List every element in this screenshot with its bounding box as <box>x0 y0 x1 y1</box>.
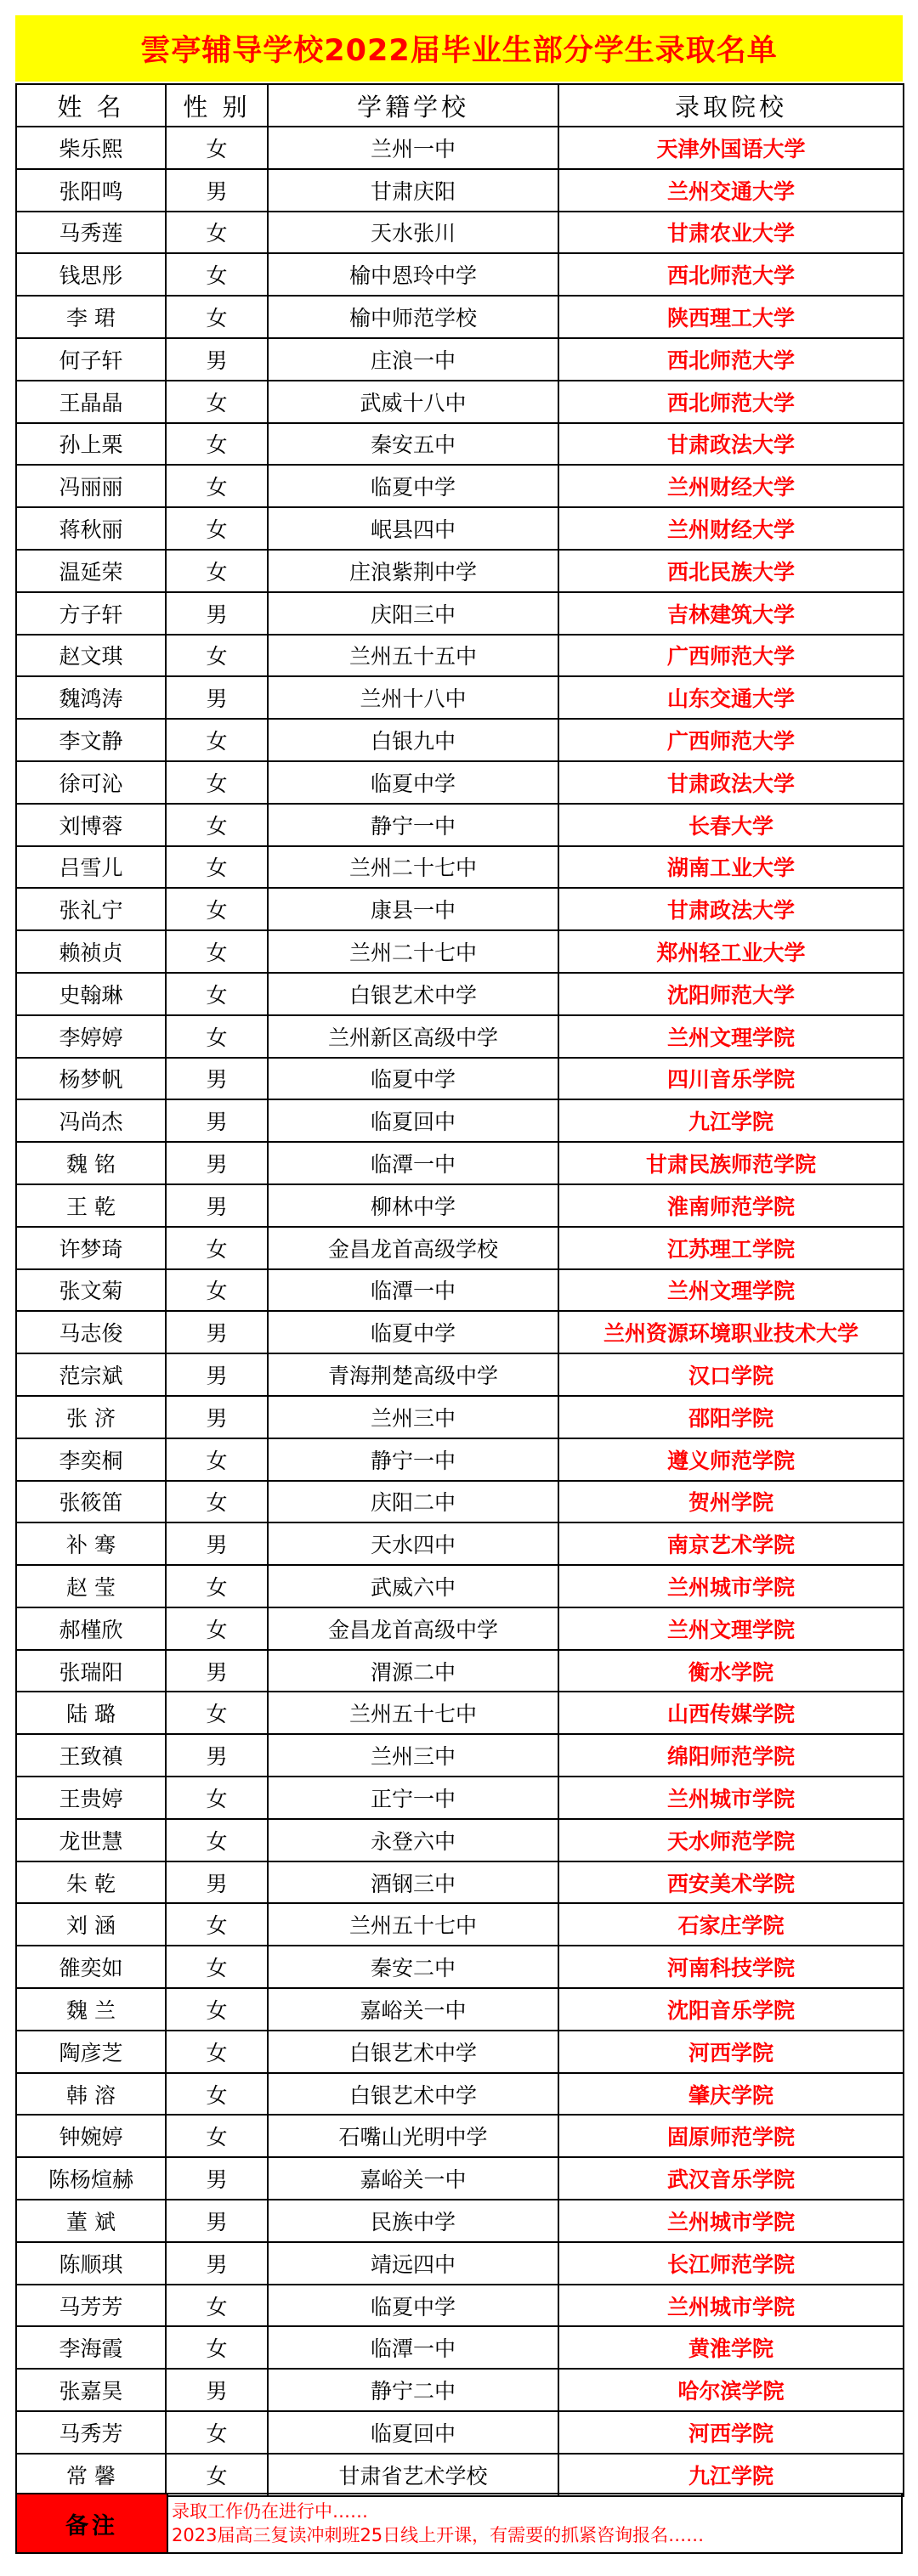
student-name: 史翰琳 <box>16 973 166 1015</box>
table-row <box>16 1058 904 1100</box>
table-row <box>16 804 904 846</box>
student-name: 冯尚杰 <box>16 1099 166 1142</box>
gender: 女 <box>166 888 268 930</box>
admitted-college: 九江学院 <box>558 2454 904 2496</box>
student-name: 朱 乾 <box>16 1861 166 1904</box>
table-row <box>16 1396 904 1438</box>
school: 临夏回中 <box>268 2411 558 2454</box>
school: 兰州五十七中 <box>268 1692 558 1734</box>
table-row <box>16 381 904 423</box>
school: 临夏中学 <box>268 1311 558 1353</box>
student-name: 陈杨煊赫 <box>16 2157 166 2200</box>
student-name: 徐可沁 <box>16 761 166 804</box>
admitted-college: 甘肃政法大学 <box>558 423 904 466</box>
admitted-college: 兰州城市学院 <box>558 1777 904 1819</box>
student-name: 钟婉婷 <box>16 2115 166 2157</box>
school: 榆中恩玲中学 <box>268 253 558 296</box>
student-name: 赖祯贞 <box>16 930 166 973</box>
admitted-college: 长春大学 <box>558 804 904 846</box>
gender: 女 <box>166 2073 268 2116</box>
admitted-college: 兰州资源环境职业技术大学 <box>558 1311 904 1353</box>
student-name: 李文静 <box>16 719 166 761</box>
table-row <box>16 761 904 804</box>
admitted-college: 甘肃政法大学 <box>558 761 904 804</box>
admitted-college: 兰州城市学院 <box>558 1565 904 1607</box>
gender: 男 <box>166 338 268 381</box>
gender: 女 <box>166 2454 268 2496</box>
school: 甘肃庆阳 <box>268 169 558 212</box>
table-row <box>16 592 904 635</box>
gender: 男 <box>166 1861 268 1904</box>
gender: 女 <box>166 296 268 338</box>
admitted-college: 山西传媒学院 <box>558 1692 904 1734</box>
school: 嘉峪关一中 <box>268 2157 558 2200</box>
gender: 女 <box>166 719 268 761</box>
gender: 女 <box>166 212 268 254</box>
table-row <box>16 930 904 973</box>
school: 兰州五十七中 <box>268 1903 558 1946</box>
student-name: 张文菊 <box>16 1269 166 1312</box>
school: 康县一中 <box>268 888 558 930</box>
table-row <box>16 635 904 677</box>
table-row <box>16 296 904 338</box>
header-school: 学籍学校 <box>268 84 558 127</box>
student-name: 马芳芳 <box>16 2285 166 2327</box>
table-row <box>16 1734 904 1777</box>
admitted-college: 石家庄学院 <box>558 1903 904 1946</box>
school: 渭源二中 <box>268 1650 558 1692</box>
table-row <box>16 2369 904 2411</box>
table-row <box>16 2157 904 2200</box>
school: 庆阳三中 <box>268 592 558 635</box>
table-row <box>16 1819 904 1861</box>
table-row <box>16 973 904 1015</box>
school: 嘉峪关一中 <box>268 1988 558 2031</box>
student-name: 马志俊 <box>16 1311 166 1353</box>
table-row <box>16 1015 904 1058</box>
admitted-college: 兰州财经大学 <box>558 507 904 550</box>
table-row <box>16 338 904 381</box>
student-name: 赵 莹 <box>16 1565 166 1607</box>
gender: 女 <box>166 127 268 169</box>
gender: 女 <box>166 253 268 296</box>
admitted-college: 天水师范学院 <box>558 1819 904 1861</box>
table-row <box>16 2242 904 2285</box>
school: 静宁一中 <box>268 1438 558 1481</box>
gender: 男 <box>166 1311 268 1353</box>
admitted-college: 长江师范学院 <box>558 2242 904 2285</box>
student-name: 李奕桐 <box>16 1438 166 1481</box>
table-row <box>16 1650 904 1692</box>
school: 金昌龙首高级中学 <box>268 1607 558 1650</box>
gender: 男 <box>166 1734 268 1777</box>
student-name: 吕雪儿 <box>16 846 166 889</box>
note-line-1: 录取工作仍在进行中…… <box>172 2501 368 2522</box>
gender: 女 <box>166 1819 268 1861</box>
school: 临潭一中 <box>268 1269 558 1312</box>
school: 秦安二中 <box>268 1946 558 1988</box>
school: 榆中师范学校 <box>268 296 558 338</box>
gender: 女 <box>166 2031 268 2073</box>
school: 天水四中 <box>268 1522 558 1565</box>
school: 金昌龙首高级学校 <box>268 1227 558 1269</box>
table-row <box>16 1438 904 1481</box>
school: 靖远四中 <box>268 2242 558 2285</box>
gender: 女 <box>166 2115 268 2157</box>
table-row <box>16 2326 904 2369</box>
admitted-college: 沈阳音乐学院 <box>558 1988 904 2031</box>
admitted-college: 邵阳学院 <box>558 1396 904 1438</box>
school: 武威十八中 <box>268 381 558 423</box>
school: 正宁一中 <box>268 1777 558 1819</box>
admitted-college: 沈阳师范大学 <box>558 973 904 1015</box>
student-name: 魏 铭 <box>16 1142 166 1184</box>
table-row <box>16 2285 904 2327</box>
admitted-college: 哈尔滨学院 <box>558 2369 904 2411</box>
table-row <box>16 2411 904 2454</box>
student-name: 李海霞 <box>16 2326 166 2369</box>
gender: 男 <box>166 1058 268 1100</box>
student-name: 王致禛 <box>16 1734 166 1777</box>
admitted-college: 兰州城市学院 <box>558 2200 904 2242</box>
gender: 女 <box>166 1481 268 1523</box>
student-name: 张阳鸣 <box>16 169 166 212</box>
admitted-college: 广西师范大学 <box>558 719 904 761</box>
school: 兰州新区高级中学 <box>268 1015 558 1058</box>
school: 柳林中学 <box>268 1184 558 1227</box>
school: 临夏中学 <box>268 761 558 804</box>
student-name: 王 乾 <box>16 1184 166 1227</box>
admitted-college: 西北民族大学 <box>558 550 904 592</box>
student-name: 刘博蓉 <box>16 804 166 846</box>
gender: 男 <box>166 1142 268 1184</box>
admitted-college: 广西师范大学 <box>558 635 904 677</box>
gender: 女 <box>166 550 268 592</box>
table-row <box>16 1565 904 1607</box>
table-row <box>16 1481 904 1523</box>
school: 岷县四中 <box>268 507 558 550</box>
student-name: 温延荣 <box>16 550 166 592</box>
admitted-college: 西北师范大学 <box>558 381 904 423</box>
table-row <box>16 1988 904 2031</box>
table-row <box>16 253 904 296</box>
gender: 男 <box>166 2157 268 2200</box>
header-name: 姓 名 <box>16 84 166 127</box>
admitted-college: 甘肃民族师范学院 <box>558 1142 904 1184</box>
gender: 女 <box>166 930 268 973</box>
student-name: 陶彦芝 <box>16 2031 166 2073</box>
admitted-college: 兰州文理学院 <box>558 1607 904 1650</box>
table-row <box>16 169 904 212</box>
table-row <box>16 1142 904 1184</box>
student-name: 常 馨 <box>16 2454 166 2496</box>
student-name: 李婷婷 <box>16 1015 166 1058</box>
admitted-college: 衡水学院 <box>558 1650 904 1692</box>
table-header-row <box>16 84 904 127</box>
student-name: 补 骞 <box>16 1522 166 1565</box>
gender: 女 <box>166 1946 268 1988</box>
student-name: 张礼宁 <box>16 888 166 930</box>
school: 庄浪一中 <box>268 338 558 381</box>
admitted-college: 西北师范大学 <box>558 338 904 381</box>
student-name: 钱思彤 <box>16 253 166 296</box>
gender: 女 <box>166 1903 268 1946</box>
student-name: 王晶晶 <box>16 381 166 423</box>
student-name: 刘 涵 <box>16 1903 166 1946</box>
admitted-college: 郑州轻工业大学 <box>558 930 904 973</box>
table-row <box>16 2200 904 2242</box>
table-row <box>16 507 904 550</box>
student-name: 孙上栗 <box>16 423 166 466</box>
school: 白银艺术中学 <box>268 2031 558 2073</box>
note-row <box>15 2493 903 2554</box>
gender: 男 <box>166 676 268 719</box>
student-name: 张 济 <box>16 1396 166 1438</box>
admitted-college: 九江学院 <box>558 1099 904 1142</box>
note-text <box>168 2494 901 2552</box>
admitted-college: 甘肃政法大学 <box>558 888 904 930</box>
school: 静宁一中 <box>268 804 558 846</box>
admitted-college: 吉林建筑大学 <box>558 592 904 635</box>
school: 临潭一中 <box>268 2326 558 2369</box>
gender: 男 <box>166 2242 268 2285</box>
admitted-college: 湖南工业大学 <box>558 846 904 889</box>
student-name: 马秀莲 <box>16 212 166 254</box>
admitted-college: 兰州文理学院 <box>558 1015 904 1058</box>
student-name: 王贵婷 <box>16 1777 166 1819</box>
admitted-college: 肇庆学院 <box>558 2073 904 2116</box>
table-row <box>16 423 904 466</box>
admitted-college: 汉口学院 <box>558 1353 904 1396</box>
table-row <box>16 2031 904 2073</box>
gender: 女 <box>166 465 268 507</box>
student-name: 杨梦帆 <box>16 1058 166 1100</box>
gender: 女 <box>166 1438 268 1481</box>
school: 天水张川 <box>268 212 558 254</box>
school: 临夏回中 <box>268 1099 558 1142</box>
gender: 女 <box>166 1777 268 1819</box>
header-admitted-college: 录取院校 <box>558 84 904 127</box>
gender: 女 <box>166 1565 268 1607</box>
table-row <box>16 127 904 169</box>
gender: 女 <box>166 635 268 677</box>
gender: 女 <box>166 1015 268 1058</box>
student-name: 张筱笛 <box>16 1481 166 1523</box>
table-row <box>16 1777 904 1819</box>
admitted-college: 兰州城市学院 <box>558 2285 904 2327</box>
admitted-college: 兰州财经大学 <box>558 465 904 507</box>
table-row <box>16 846 904 889</box>
table-row <box>16 212 904 254</box>
gender: 女 <box>166 1692 268 1734</box>
student-name: 方子轩 <box>16 592 166 635</box>
school: 临夏中学 <box>268 1058 558 1100</box>
school: 兰州一中 <box>268 127 558 169</box>
student-name: 何子轩 <box>16 338 166 381</box>
student-name: 陆 璐 <box>16 1692 166 1734</box>
student-name: 蒋秋丽 <box>16 507 166 550</box>
school: 临潭一中 <box>268 1142 558 1184</box>
student-name: 张嘉昊 <box>16 2369 166 2411</box>
table-row <box>16 1946 904 1988</box>
note-label: 备注 <box>17 2494 168 2552</box>
table-row <box>16 1269 904 1312</box>
admitted-college: 西安美术学院 <box>558 1861 904 1904</box>
student-name: 魏 兰 <box>16 1988 166 2031</box>
admitted-college: 贺州学院 <box>558 1481 904 1523</box>
school: 兰州十八中 <box>268 676 558 719</box>
admitted-college: 淮南师范学院 <box>558 1184 904 1227</box>
school: 静宁二中 <box>268 2369 558 2411</box>
header-gender: 性 别 <box>166 84 268 127</box>
gender: 男 <box>166 1396 268 1438</box>
student-name: 李 珺 <box>16 296 166 338</box>
school: 石嘴山光明中学 <box>268 2115 558 2157</box>
admitted-college: 绵阳师范学院 <box>558 1734 904 1777</box>
school: 临夏中学 <box>268 465 558 507</box>
school: 永登六中 <box>268 1819 558 1861</box>
student-name: 冯丽丽 <box>16 465 166 507</box>
table-row <box>16 1903 904 1946</box>
admitted-college: 兰州文理学院 <box>558 1269 904 1312</box>
school: 秦安五中 <box>268 423 558 466</box>
gender: 女 <box>166 381 268 423</box>
gender: 女 <box>166 2285 268 2327</box>
table-body <box>16 127 904 2496</box>
gender: 女 <box>166 761 268 804</box>
table-row <box>16 1861 904 1904</box>
student-name: 董 斌 <box>16 2200 166 2242</box>
admitted-college: 河南科技学院 <box>558 1946 904 1988</box>
school: 甘肃省艺术学校 <box>268 2454 558 2496</box>
school: 白银艺术中学 <box>268 973 558 1015</box>
school: 兰州二十七中 <box>268 930 558 973</box>
admitted-college: 西北师范大学 <box>558 253 904 296</box>
admitted-college: 河西学院 <box>558 2031 904 2073</box>
student-name: 许梦琦 <box>16 1227 166 1269</box>
gender: 女 <box>166 1607 268 1650</box>
gender: 女 <box>166 507 268 550</box>
gender: 男 <box>166 1184 268 1227</box>
admitted-college: 甘肃农业大学 <box>558 212 904 254</box>
gender: 女 <box>166 1988 268 2031</box>
gender: 女 <box>166 423 268 466</box>
gender: 女 <box>166 1269 268 1312</box>
student-name: 雒奕如 <box>16 1946 166 1988</box>
table-row <box>16 676 904 719</box>
school: 兰州二十七中 <box>268 846 558 889</box>
table-row <box>16 465 904 507</box>
student-name: 范宗斌 <box>16 1353 166 1396</box>
table-row <box>16 1311 904 1353</box>
gender: 女 <box>166 2411 268 2454</box>
school: 临夏中学 <box>268 2285 558 2327</box>
table-row <box>16 1184 904 1227</box>
admitted-college: 四川音乐学院 <box>558 1058 904 1100</box>
school: 兰州五十五中 <box>268 635 558 677</box>
school: 青海荆楚高级中学 <box>268 1353 558 1396</box>
student-name: 郝槿欣 <box>16 1607 166 1650</box>
gender: 男 <box>166 1650 268 1692</box>
school: 兰州三中 <box>268 1396 558 1438</box>
gender: 男 <box>166 592 268 635</box>
gender: 男 <box>166 1099 268 1142</box>
table-row <box>16 2073 904 2116</box>
school: 庆阳二中 <box>268 1481 558 1523</box>
student-name: 赵文琪 <box>16 635 166 677</box>
table-row <box>16 1607 904 1650</box>
admitted-college: 武汉音乐学院 <box>558 2157 904 2200</box>
gender: 女 <box>166 973 268 1015</box>
student-name: 龙世慧 <box>16 1819 166 1861</box>
admitted-college: 山东交通大学 <box>558 676 904 719</box>
gender: 女 <box>166 1227 268 1269</box>
school: 兰州三中 <box>268 1734 558 1777</box>
gender: 男 <box>166 1522 268 1565</box>
gender: 男 <box>166 169 268 212</box>
admitted-college: 南京艺术学院 <box>558 1522 904 1565</box>
admitted-college: 遵义师范学院 <box>558 1438 904 1481</box>
gender: 女 <box>166 846 268 889</box>
gender: 女 <box>166 2326 268 2369</box>
student-name: 柴乐熙 <box>16 127 166 169</box>
page-title: 雲亭辅导学校2022届毕业生部分学生录取名单 <box>15 15 903 82</box>
school: 民族中学 <box>268 2200 558 2242</box>
school: 白银艺术中学 <box>268 2073 558 2116</box>
admitted-college: 兰州交通大学 <box>558 169 904 212</box>
admitted-college: 天津外国语大学 <box>558 127 904 169</box>
student-name: 韩 溶 <box>16 2073 166 2116</box>
table-row <box>16 1522 904 1565</box>
school: 白银九中 <box>268 719 558 761</box>
note-line-2: 2023届高三复读冲刺班25日线上开课，有需要的抓紧咨询报名…… <box>172 2525 705 2545</box>
gender: 男 <box>166 2200 268 2242</box>
school: 武威六中 <box>268 1565 558 1607</box>
table-row <box>16 888 904 930</box>
admitted-college: 固原师范学院 <box>558 2115 904 2157</box>
gender: 男 <box>166 2369 268 2411</box>
table-row <box>16 1099 904 1142</box>
gender: 女 <box>166 804 268 846</box>
table-row <box>16 1227 904 1269</box>
table-row <box>16 1353 904 1396</box>
table-row <box>16 550 904 592</box>
student-name: 张瑞阳 <box>16 1650 166 1692</box>
admitted-college: 黄淮学院 <box>558 2326 904 2369</box>
table-row <box>16 719 904 761</box>
student-name: 陈顺琪 <box>16 2242 166 2285</box>
admitted-college: 河西学院 <box>558 2411 904 2454</box>
table-row <box>16 2115 904 2157</box>
table-row <box>16 1692 904 1734</box>
table-row <box>16 2454 904 2496</box>
school: 酒钢三中 <box>268 1861 558 1904</box>
admitted-college: 江苏理工学院 <box>558 1227 904 1269</box>
admitted-college: 陕西理工大学 <box>558 296 904 338</box>
student-name: 马秀芳 <box>16 2411 166 2454</box>
student-name: 魏鸿涛 <box>16 676 166 719</box>
gender: 男 <box>166 1353 268 1396</box>
school: 庄浪紫荆中学 <box>268 550 558 592</box>
admission-table <box>15 83 904 2497</box>
